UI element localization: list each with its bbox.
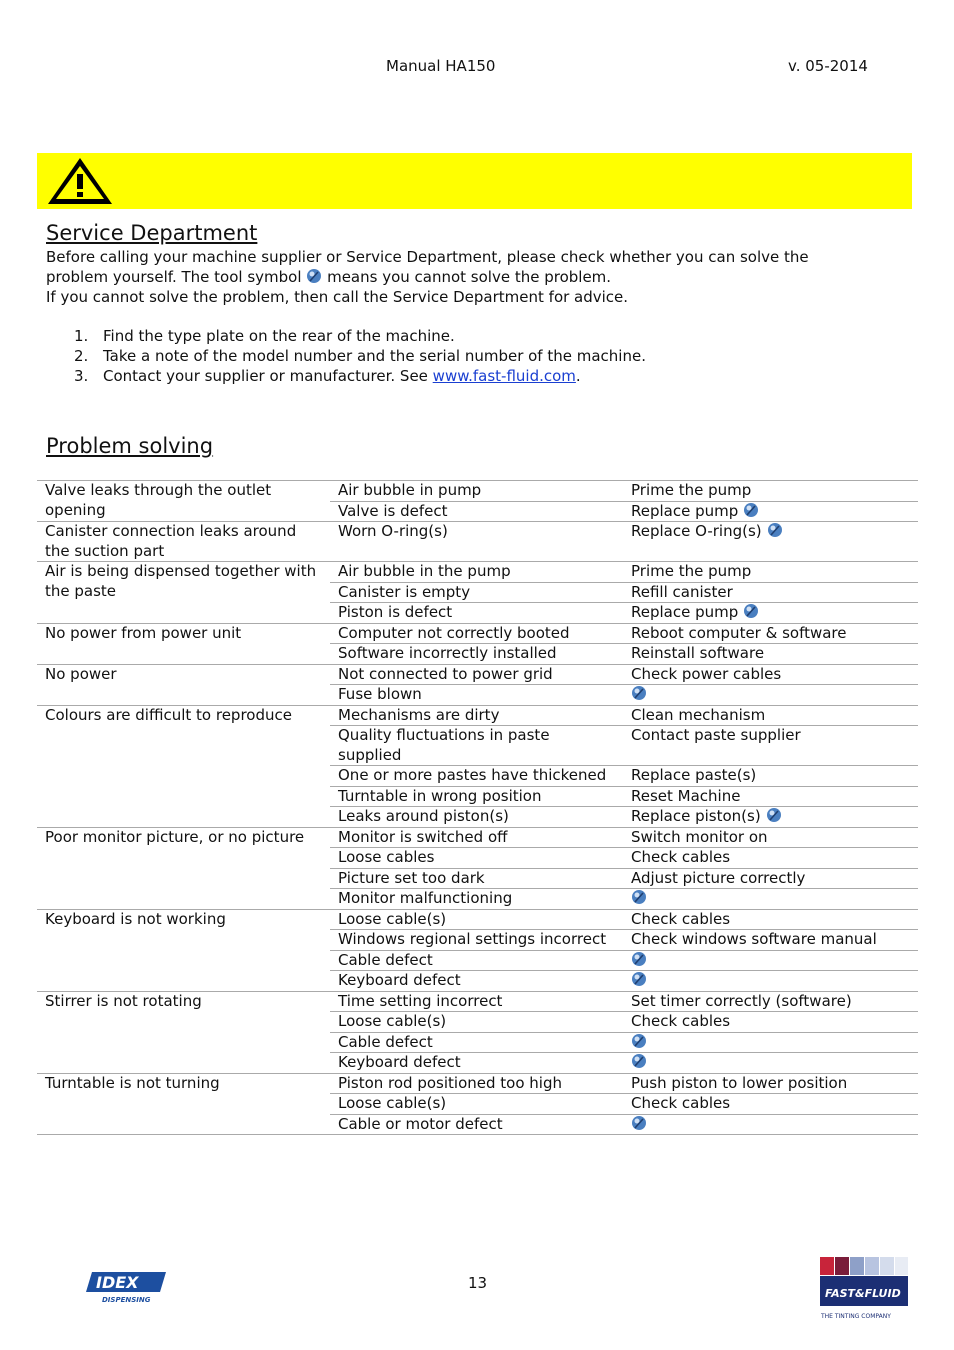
idex-logo <box>86 1268 170 1306</box>
service-step-number: 3. <box>74 367 89 385</box>
solution-cell <box>623 1012 918 1033</box>
problem-cell: Colours are difficult to reproduce <box>37 705 330 827</box>
solution-cell <box>623 562 918 583</box>
solution-cell <box>623 623 918 644</box>
solution-text: Check cables <box>631 909 731 928</box>
service-line-2 <box>46 267 916 287</box>
problem-cell: Keyboard is not working <box>37 909 330 991</box>
cause-cell: Worn O-ring(s) <box>330 522 623 562</box>
service-step <box>74 346 646 366</box>
tool-icon <box>306 268 322 284</box>
service-line-1: Before calling your machine supplier or Service Department, please check whether you can solve the <box>46 248 809 266</box>
problem-cell: No power from power unit <box>37 623 330 664</box>
solution-text: Adjust picture correctly <box>631 868 806 887</box>
cause-cell: Air bubble in pump <box>330 481 623 502</box>
cause-cell: Cable defect <box>330 950 623 971</box>
solution-cell <box>623 1114 918 1135</box>
header-title: Manual HA150 <box>386 57 496 75</box>
solution-text: Replace pump <box>631 603 739 621</box>
solution-text: Check cables <box>631 1012 731 1030</box>
cause-cell: Canister is empty <box>330 582 623 603</box>
solution-cell <box>623 481 918 502</box>
tool-icon <box>631 1053 647 1071</box>
tool-icon <box>631 685 647 703</box>
solution-cell <box>623 909 918 930</box>
problem-cell: Canister connection leaks around the suction part <box>37 522 330 562</box>
cause-cell: Mechanisms are dirty <box>330 705 623 726</box>
service-line-2a: problem yourself. The tool symbol <box>46 268 302 286</box>
solution-cell <box>623 848 918 869</box>
solution-text: Clean mechanism <box>631 705 766 724</box>
tool-icon <box>631 1115 647 1133</box>
problem-cell: Poor monitor picture, or no picture <box>37 827 330 909</box>
solution-cell <box>623 705 918 726</box>
cause-cell: Air bubble in the pump <box>330 562 623 583</box>
solution-text: Replace paste(s) <box>631 766 757 784</box>
solution-cell <box>623 868 918 889</box>
cause-cell: Software incorrectly installed <box>330 644 623 665</box>
table-row <box>37 827 918 848</box>
problem-table <box>37 480 918 1135</box>
solution-cell <box>623 501 918 522</box>
table-row <box>37 623 918 644</box>
tool-icon <box>766 807 782 825</box>
website-link[interactable]: www.fast-fluid.com <box>432 367 576 385</box>
tool-icon <box>631 951 647 969</box>
solution-cell <box>623 991 918 1012</box>
table-row <box>37 562 918 583</box>
solution-cell <box>623 930 918 951</box>
tool-icon <box>743 502 759 520</box>
solution-text: Check cables <box>631 1094 731 1112</box>
cause-cell: Picture set too dark <box>330 868 623 889</box>
service-steps <box>74 326 646 386</box>
problem-cell: Turntable is not turning <box>37 1073 330 1135</box>
solution-text: Replace O-ring(s) <box>631 522 762 540</box>
solution-cell <box>623 1053 918 1074</box>
warning-band <box>37 153 912 209</box>
cause-cell: Time setting incorrect <box>330 991 623 1012</box>
solution-text: Reset Machine <box>631 786 741 805</box>
tool-icon <box>631 889 647 907</box>
cause-cell: Loose cables <box>330 848 623 869</box>
solution-text: Replace piston(s) <box>631 807 761 825</box>
cause-cell: Computer not correctly booted <box>330 623 623 644</box>
problem-cell: Air is being dispensed together with the paste <box>37 562 330 624</box>
cause-cell: Loose cable(s) <box>330 1094 623 1115</box>
service-step-text: Find the type plate on the rear of the machine. <box>103 327 455 345</box>
solution-cell <box>623 664 918 685</box>
service-line-2b: means you cannot solve the problem. <box>327 268 612 286</box>
service-step <box>74 366 646 386</box>
table-row <box>37 481 918 502</box>
solution-cell <box>623 1032 918 1053</box>
solution-cell <box>623 603 918 624</box>
service-paragraph <box>46 247 916 307</box>
table-row <box>37 991 918 1012</box>
solution-text: Switch monitor on <box>631 827 768 846</box>
cause-cell: Piston rod positioned too high <box>330 1073 623 1094</box>
solution-text: Push piston to lower position <box>631 1073 848 1092</box>
cause-cell: Loose cable(s) <box>330 1012 623 1033</box>
cause-cell: Cable or motor defect <box>330 1114 623 1135</box>
tool-icon <box>631 971 647 989</box>
table-row <box>37 1073 918 1094</box>
service-step <box>74 326 646 346</box>
problem-cell: Valve leaks through the outlet opening <box>37 481 330 522</box>
solution-cell <box>623 827 918 848</box>
solution-text: Set timer correctly (software) <box>631 991 852 1010</box>
table-row <box>37 705 918 726</box>
solution-text: Refill canister <box>631 582 733 601</box>
solution-text: Check cables <box>631 848 731 866</box>
solution-cell <box>623 766 918 787</box>
cause-cell: Fuse blown <box>330 685 623 706</box>
solution-cell <box>623 971 918 992</box>
cause-cell: Piston is defect <box>330 603 623 624</box>
cause-cell: Turntable in wrong position <box>330 786 623 807</box>
solution-text: Contact paste supplier <box>631 726 801 744</box>
cause-cell: Monitor malfunctioning <box>330 889 623 910</box>
solution-cell <box>623 582 918 603</box>
svg-text:FAST&FLUID: FAST&FLUID <box>825 1287 901 1300</box>
solution-cell <box>623 1073 918 1094</box>
solution-text: Reboot computer & software <box>631 623 847 642</box>
cause-cell: Keyboard defect <box>330 971 623 992</box>
cause-cell: Monitor is switched off <box>330 827 623 848</box>
cause-cell: Windows regional settings incorrect <box>330 930 623 951</box>
solution-cell <box>623 950 918 971</box>
warning-triangle-icon <box>45 155 115 207</box>
cause-cell: Loose cable(s) <box>330 909 623 930</box>
service-heading: Service Department <box>46 221 258 245</box>
solution-text: Reinstall software <box>631 644 765 662</box>
cause-cell: Cable defect <box>330 1032 623 1053</box>
solution-text: Replace pump <box>631 501 739 520</box>
solution-cell <box>623 522 918 562</box>
service-step-text: Take a note of the model number and the serial number of the machine. <box>103 347 646 365</box>
svg-text:IDEX: IDEX <box>96 1273 139 1292</box>
tool-icon <box>743 603 759 621</box>
table-row <box>37 522 918 562</box>
cause-cell: Valve is defect <box>330 501 623 522</box>
solution-cell <box>623 889 918 910</box>
problem-cell: No power <box>37 664 330 705</box>
cause-cell: Not connected to power grid <box>330 664 623 685</box>
solution-cell <box>623 685 918 706</box>
solution-cell <box>623 726 918 766</box>
solution-text: Check windows software manual <box>631 930 877 948</box>
service-step-number: 1. <box>74 327 89 345</box>
idex-logo-text: DISPENSING <box>102 1296 151 1304</box>
solution-cell <box>623 644 918 665</box>
service-step-number: 2. <box>74 347 89 365</box>
svg-text:THE TINTING COMPANY: THE TINTING COMPANY <box>821 1313 891 1320</box>
cause-cell: One or more pastes have thickened <box>330 766 623 787</box>
solution-text: Prime the pump <box>631 481 752 499</box>
solution-cell <box>623 1094 918 1115</box>
problem-cell: Stirrer is not rotating <box>37 991 330 1073</box>
table-row <box>37 664 918 685</box>
fast-fluid-logo <box>820 1257 908 1321</box>
page-number: 13 <box>468 1274 488 1292</box>
table-row <box>37 909 918 930</box>
problem-heading: Problem solving <box>46 434 214 458</box>
service-step-text: Contact your supplier or manufacturer. See <box>103 367 433 385</box>
cause-cell: Keyboard defect <box>330 1053 623 1074</box>
solution-cell <box>623 807 918 828</box>
solution-cell <box>623 786 918 807</box>
tool-icon <box>767 522 783 540</box>
cause-cell: Quality fluctuations in paste supplied <box>330 726 623 766</box>
cause-cell: Leaks around piston(s) <box>330 807 623 828</box>
solution-text: Prime the pump <box>631 562 752 580</box>
tool-icon <box>631 1033 647 1051</box>
solution-text: Check power cables <box>631 664 782 683</box>
service-step-suffix: . <box>575 367 581 385</box>
header-version: v. 05-2014 <box>788 57 868 75</box>
service-line-3: If you cannot solve the problem, then call the Service Department for advice. <box>46 288 629 306</box>
